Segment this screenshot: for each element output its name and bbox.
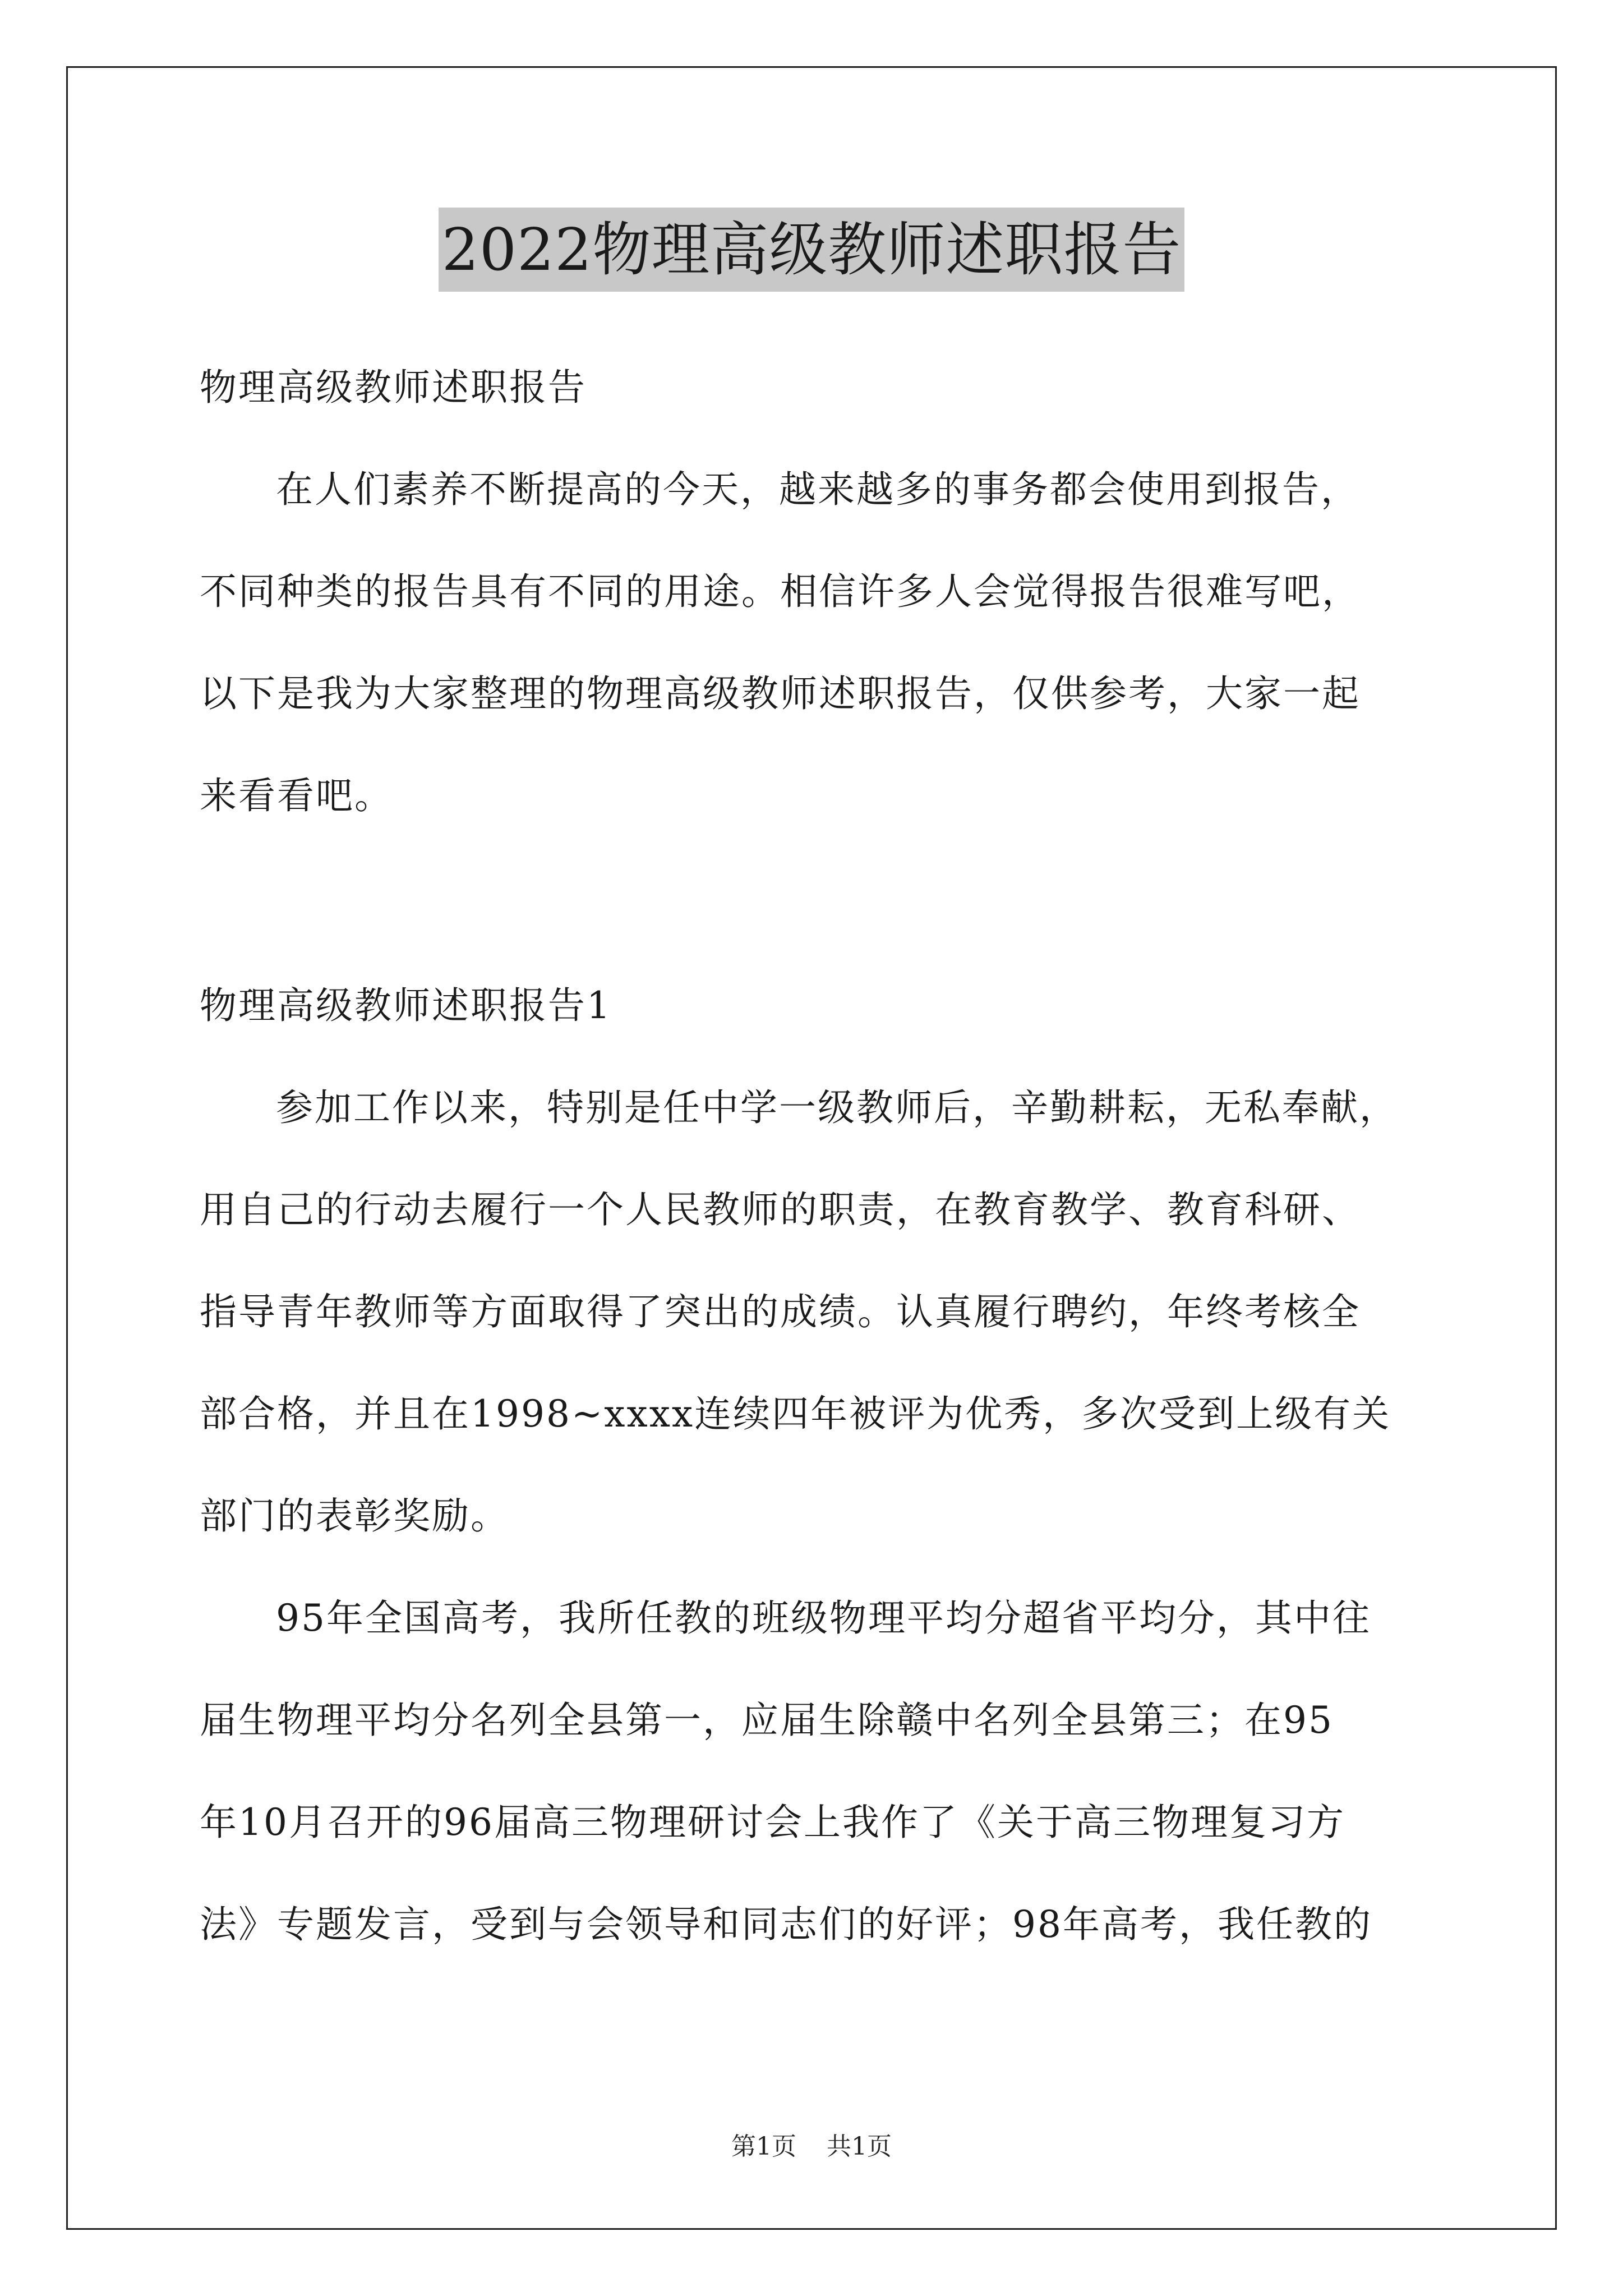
intro-heading: 物理高级教师述职报告 (200, 366, 587, 409)
title-container (0, 208, 1623, 292)
page-number: 第1页 (731, 2132, 796, 2161)
paragraph2-line: 95年全国高考，我所任教的班级物理平均分超省平均分，其中往 (276, 1596, 1371, 1640)
intro-line: 不同种类的报告具有不同的用途。相信许多人会觉得报告很难写吧， (200, 570, 1361, 613)
paragraph1-line: 参加工作以来，特别是任中学一级教师后，辛勤耕耘，无私奉献， (276, 1086, 1398, 1129)
document-body (200, 337, 1433, 1976)
intro-line: 在人们素养不断提高的今天，越来越多的事务都会使用到报告， (276, 468, 1359, 511)
intro-line: 以下是我为大家整理的物理高级教师述职报告，仅供参考，大家一起 (200, 672, 1361, 715)
document-title: 2022物理高级教师述职报告 (439, 208, 1185, 292)
paragraph2-line: 届生物理平均分名列全县第一，应届生除赣中名列全县第三；在95 (200, 1699, 1334, 1742)
paragraph1-line: 部门的表彰奖励。 (200, 1494, 509, 1538)
page-footer (0, 2126, 1623, 2162)
page-total: 共1页 (827, 2132, 892, 2161)
intro-line: 来看看吧。 (200, 774, 393, 817)
paragraph2-line: 法》专题发言，受到与会领导和同志们的好评；98年高考，我任教的 (200, 1903, 1372, 1946)
section-spacer (200, 847, 1433, 955)
paragraph1-line: 用自己的行动去履行一个人民教师的职责，在教育教学、教育科研、 (200, 1188, 1361, 1231)
section-heading: 物理高级教师述职报告1 (200, 984, 612, 1027)
paragraph2-line: 年10月召开的96届高三物理研讨会上我作了《关于高三物理复习方 (200, 1801, 1345, 1844)
paragraph1-line: 指导青年教师等方面取得了突出的成绩。认真履行聘约，年终考核全 (200, 1290, 1361, 1333)
paragraph1-line: 部合格，并且在1998~xxxx连续四年被评为优秀，多次受到上级有关 (200, 1392, 1391, 1435)
